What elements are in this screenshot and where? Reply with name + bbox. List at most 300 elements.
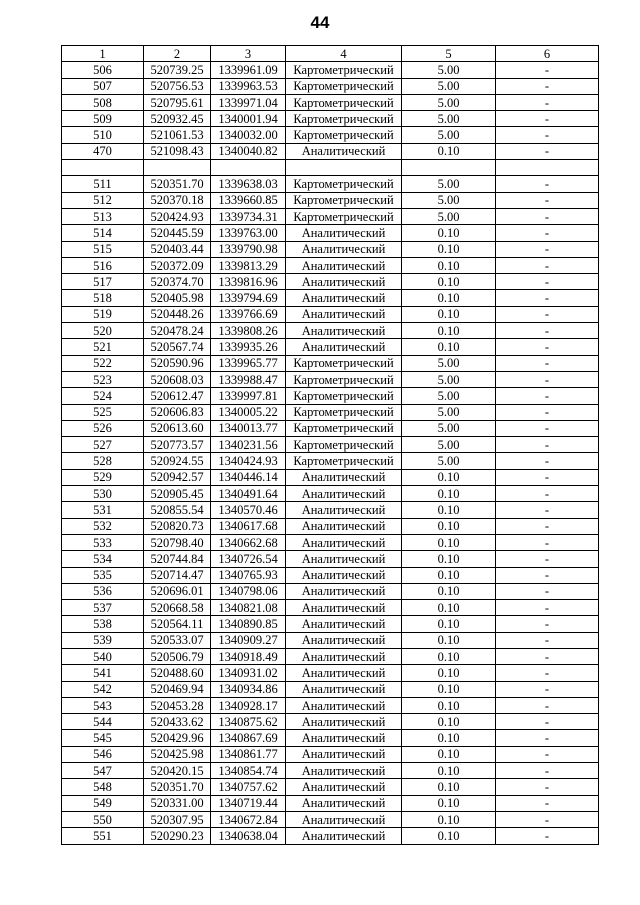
description-cell: - (496, 779, 599, 795)
y-coordinate-cell: 1339963.53 (211, 78, 286, 94)
accuracy-cell: 0.10 (402, 665, 496, 681)
accuracy-cell: 0.10 (402, 257, 496, 273)
y-coordinate-cell: 1339638.03 (211, 176, 286, 192)
description-cell: - (496, 828, 599, 844)
point-number-cell: 512 (62, 192, 144, 208)
x-coordinate-cell: 520612.47 (144, 388, 211, 404)
accuracy-cell: 0.10 (402, 583, 496, 599)
point-number-cell: 524 (62, 388, 144, 404)
method-cell: Картометрический (286, 420, 402, 436)
accuracy-cell: 0.10 (402, 648, 496, 664)
description-cell: - (496, 486, 599, 502)
y-coordinate-cell: 1340231.56 (211, 437, 286, 453)
table-row (62, 420, 599, 436)
y-coordinate-cell: 1339660.85 (211, 192, 286, 208)
y-coordinate-cell: 1340638.04 (211, 828, 286, 844)
accuracy-cell: 5.00 (402, 420, 496, 436)
description-cell: - (496, 62, 599, 78)
y-coordinate-cell: 1339808.26 (211, 323, 286, 339)
x-coordinate-cell: 520405.98 (144, 290, 211, 306)
point-number-cell: 513 (62, 208, 144, 224)
description-cell: - (496, 371, 599, 387)
x-coordinate-cell: 520453.28 (144, 697, 211, 713)
description-cell: - (496, 306, 599, 322)
accuracy-cell: 0.10 (402, 828, 496, 844)
accuracy-cell: 0.10 (402, 143, 496, 159)
method-cell: Аналитический (286, 697, 402, 713)
table-row (62, 290, 599, 306)
accuracy-cell: 5.00 (402, 371, 496, 387)
x-coordinate-cell: 520424.93 (144, 208, 211, 224)
table-row (62, 208, 599, 224)
point-number-cell: 523 (62, 371, 144, 387)
description-cell: - (496, 502, 599, 518)
point-number-cell: 533 (62, 534, 144, 550)
method-cell: Аналитический (286, 225, 402, 241)
header-row (62, 46, 599, 62)
method-cell (286, 160, 402, 176)
y-coordinate-cell: 1340005.22 (211, 404, 286, 420)
point-number-cell: 511 (62, 176, 144, 192)
description-cell: - (496, 811, 599, 827)
y-coordinate-cell: 1340757.62 (211, 779, 286, 795)
accuracy-cell: 5.00 (402, 388, 496, 404)
table-row (62, 404, 599, 420)
method-cell: Картометрический (286, 192, 402, 208)
description-cell: - (496, 404, 599, 420)
y-coordinate-cell: 1340821.08 (211, 600, 286, 616)
accuracy-cell: 5.00 (402, 62, 496, 78)
table-row (62, 469, 599, 485)
x-coordinate-cell: 520932.45 (144, 111, 211, 127)
y-coordinate-cell: 1339816.96 (211, 274, 286, 290)
table-row (62, 616, 599, 632)
y-coordinate-cell: 1340928.17 (211, 697, 286, 713)
accuracy-cell: 0.10 (402, 486, 496, 502)
y-coordinate-cell: 1339997.81 (211, 388, 286, 404)
table-row (62, 453, 599, 469)
x-coordinate-cell: 520478.24 (144, 323, 211, 339)
description-cell: - (496, 78, 599, 94)
description-cell: - (496, 616, 599, 632)
point-number-cell: 538 (62, 616, 144, 632)
x-coordinate-cell: 520855.54 (144, 502, 211, 518)
point-number-cell: 542 (62, 681, 144, 697)
method-cell: Аналитический (286, 616, 402, 632)
x-coordinate-cell: 520714.47 (144, 567, 211, 583)
table-row (62, 355, 599, 371)
accuracy-cell: 0.10 (402, 502, 496, 518)
method-cell: Картометрический (286, 208, 402, 224)
y-coordinate-cell: 1340798.06 (211, 583, 286, 599)
method-cell: Аналитический (286, 257, 402, 273)
table-row (62, 583, 599, 599)
accuracy-cell: 0.10 (402, 339, 496, 355)
point-number-cell: 532 (62, 518, 144, 534)
accuracy-cell (402, 160, 496, 176)
x-coordinate-cell: 521098.43 (144, 143, 211, 159)
point-number-cell: 544 (62, 714, 144, 730)
y-coordinate-cell: 1340719.44 (211, 795, 286, 811)
description-cell: - (496, 714, 599, 730)
point-number-cell: 522 (62, 355, 144, 371)
method-cell: Аналитический (286, 567, 402, 583)
point-number-cell: 530 (62, 486, 144, 502)
description-cell: - (496, 143, 599, 159)
method-cell: Картометрический (286, 94, 402, 110)
description-cell: - (496, 176, 599, 192)
accuracy-cell: 5.00 (402, 437, 496, 453)
point-number-cell: 534 (62, 551, 144, 567)
method-cell: Аналитический (286, 795, 402, 811)
description-cell: - (496, 697, 599, 713)
table-row (62, 94, 599, 110)
description-cell: - (496, 453, 599, 469)
point-number-cell (62, 160, 144, 176)
x-coordinate-cell: 520668.58 (144, 600, 211, 616)
accuracy-cell: 0.10 (402, 763, 496, 779)
table-row (62, 78, 599, 94)
method-cell: Аналитический (286, 746, 402, 762)
point-number-cell: 549 (62, 795, 144, 811)
method-cell: Аналитический (286, 486, 402, 502)
table-row (62, 323, 599, 339)
method-cell: Аналитический (286, 714, 402, 730)
description-cell: - (496, 763, 599, 779)
x-coordinate-cell: 520613.60 (144, 420, 211, 436)
table-row (62, 486, 599, 502)
y-coordinate-cell: 1340001.94 (211, 111, 286, 127)
column-header-5: 5 (402, 46, 496, 62)
y-coordinate-cell: 1340672.84 (211, 811, 286, 827)
x-coordinate-cell (144, 160, 211, 176)
table-row (62, 730, 599, 746)
point-number-cell: 551 (62, 828, 144, 844)
method-cell: Аналитический (286, 779, 402, 795)
accuracy-cell: 0.10 (402, 225, 496, 241)
y-coordinate-cell: 1340446.14 (211, 469, 286, 485)
table-row (62, 339, 599, 355)
accuracy-cell: 0.10 (402, 632, 496, 648)
x-coordinate-cell: 520820.73 (144, 518, 211, 534)
description-cell: - (496, 746, 599, 762)
accuracy-cell: 5.00 (402, 176, 496, 192)
table-row (62, 795, 599, 811)
table-row (62, 746, 599, 762)
x-coordinate-cell: 520351.70 (144, 779, 211, 795)
column-header-1: 1 (62, 46, 144, 62)
description-cell: - (496, 274, 599, 290)
description-cell: - (496, 192, 599, 208)
description-cell: - (496, 323, 599, 339)
y-coordinate-cell (211, 160, 286, 176)
table-body (62, 62, 599, 844)
point-number-cell: 529 (62, 469, 144, 485)
x-coordinate-cell: 520564.11 (144, 616, 211, 632)
table-row (62, 665, 599, 681)
x-coordinate-cell: 520606.83 (144, 404, 211, 420)
x-coordinate-cell: 520425.98 (144, 746, 211, 762)
point-number-cell: 539 (62, 632, 144, 648)
y-coordinate-cell: 1340726.54 (211, 551, 286, 567)
method-cell: Картометрический (286, 127, 402, 143)
description-cell: - (496, 583, 599, 599)
method-cell: Аналитический (286, 290, 402, 306)
description-cell: - (496, 730, 599, 746)
y-coordinate-cell: 1339766.69 (211, 306, 286, 322)
accuracy-cell: 0.10 (402, 714, 496, 730)
method-cell: Аналитический (286, 583, 402, 599)
y-coordinate-cell: 1340491.64 (211, 486, 286, 502)
table-row (62, 388, 599, 404)
table-row (62, 143, 599, 159)
point-number-cell: 515 (62, 241, 144, 257)
description-cell: - (496, 290, 599, 306)
point-number-cell: 526 (62, 420, 144, 436)
y-coordinate-cell: 1340765.93 (211, 567, 286, 583)
table-row (62, 632, 599, 648)
y-coordinate-cell: 1340909.27 (211, 632, 286, 648)
x-coordinate-cell: 520924.55 (144, 453, 211, 469)
x-coordinate-cell: 520567.74 (144, 339, 211, 355)
point-number-cell: 550 (62, 811, 144, 827)
accuracy-cell: 0.10 (402, 779, 496, 795)
method-cell: Картометрический (286, 78, 402, 94)
point-number-cell: 536 (62, 583, 144, 599)
y-coordinate-cell: 1340013.77 (211, 420, 286, 436)
description-cell (496, 160, 599, 176)
y-coordinate-cell: 1339971.04 (211, 94, 286, 110)
x-coordinate-cell: 520429.96 (144, 730, 211, 746)
x-coordinate-cell: 520307.95 (144, 811, 211, 827)
x-coordinate-cell: 520590.96 (144, 355, 211, 371)
x-coordinate-cell: 520696.01 (144, 583, 211, 599)
x-coordinate-cell: 520795.61 (144, 94, 211, 110)
x-coordinate-cell: 520374.70 (144, 274, 211, 290)
page-number: 44 (310, 13, 330, 32)
description-cell: - (496, 437, 599, 453)
point-number-cell: 516 (62, 257, 144, 273)
table-row (62, 551, 599, 567)
accuracy-cell: 0.10 (402, 274, 496, 290)
point-number-cell: 547 (62, 763, 144, 779)
accuracy-cell: 5.00 (402, 78, 496, 94)
method-cell: Аналитический (286, 469, 402, 485)
accuracy-cell: 5.00 (402, 192, 496, 208)
method-cell: Аналитический (286, 828, 402, 844)
method-cell: Аналитический (286, 681, 402, 697)
accuracy-cell: 0.10 (402, 697, 496, 713)
y-coordinate-cell: 1340931.02 (211, 665, 286, 681)
point-number-cell: 509 (62, 111, 144, 127)
x-coordinate-cell: 520488.60 (144, 665, 211, 681)
point-number-cell: 527 (62, 437, 144, 453)
description-cell: - (496, 795, 599, 811)
y-coordinate-cell: 1339965.77 (211, 355, 286, 371)
y-coordinate-cell: 1340617.68 (211, 518, 286, 534)
method-cell: Аналитический (286, 763, 402, 779)
point-number-cell: 525 (62, 404, 144, 420)
accuracy-cell: 5.00 (402, 127, 496, 143)
accuracy-cell: 0.10 (402, 290, 496, 306)
table-row (62, 127, 599, 143)
description-cell: - (496, 681, 599, 697)
point-number-cell: 535 (62, 567, 144, 583)
method-cell: Картометрический (286, 111, 402, 127)
point-number-cell: 545 (62, 730, 144, 746)
table-row (62, 600, 599, 616)
description-cell: - (496, 665, 599, 681)
y-coordinate-cell: 1339794.69 (211, 290, 286, 306)
accuracy-cell: 5.00 (402, 453, 496, 469)
table-row (62, 225, 599, 241)
accuracy-cell: 5.00 (402, 355, 496, 371)
y-coordinate-cell: 1340570.46 (211, 502, 286, 518)
method-cell: Аналитический (286, 274, 402, 290)
x-coordinate-cell: 520739.25 (144, 62, 211, 78)
description-cell: - (496, 567, 599, 583)
y-coordinate-cell: 1340934.86 (211, 681, 286, 697)
x-coordinate-cell: 520433.62 (144, 714, 211, 730)
description-cell: - (496, 534, 599, 550)
description-cell: - (496, 241, 599, 257)
description-cell: - (496, 257, 599, 273)
table-row (62, 502, 599, 518)
x-coordinate-cell: 520403.44 (144, 241, 211, 257)
description-cell: - (496, 518, 599, 534)
x-coordinate-cell: 520773.57 (144, 437, 211, 453)
method-cell: Аналитический (286, 632, 402, 648)
point-number-cell: 514 (62, 225, 144, 241)
table-row (62, 779, 599, 795)
x-coordinate-cell: 520608.03 (144, 371, 211, 387)
table-row (62, 534, 599, 550)
accuracy-cell: 0.10 (402, 518, 496, 534)
accuracy-cell: 0.10 (402, 795, 496, 811)
y-coordinate-cell: 1339813.29 (211, 257, 286, 273)
table-row (62, 828, 599, 844)
method-cell: Аналитический (286, 534, 402, 550)
table-row (62, 811, 599, 827)
point-number-cell: 506 (62, 62, 144, 78)
accuracy-cell: 5.00 (402, 404, 496, 420)
point-number-cell: 546 (62, 746, 144, 762)
method-cell: Аналитический (286, 306, 402, 322)
description-cell: - (496, 388, 599, 404)
table-row (62, 518, 599, 534)
x-coordinate-cell: 520351.70 (144, 176, 211, 192)
point-number-cell: 508 (62, 94, 144, 110)
point-number-cell: 543 (62, 697, 144, 713)
table-header (62, 46, 599, 62)
point-number-cell: 510 (62, 127, 144, 143)
table-row (62, 257, 599, 273)
y-coordinate-cell: 1340861.77 (211, 746, 286, 762)
y-coordinate-cell: 1339763.00 (211, 225, 286, 241)
method-cell: Аналитический (286, 323, 402, 339)
method-cell: Картометрический (286, 176, 402, 192)
point-number-cell: 528 (62, 453, 144, 469)
x-coordinate-cell: 520744.84 (144, 551, 211, 567)
table-row (62, 62, 599, 78)
accuracy-cell: 0.10 (402, 730, 496, 746)
point-number-cell: 518 (62, 290, 144, 306)
description-cell: - (496, 648, 599, 664)
method-cell: Аналитический (286, 811, 402, 827)
x-coordinate-cell: 520756.53 (144, 78, 211, 94)
x-coordinate-cell: 521061.53 (144, 127, 211, 143)
accuracy-cell: 0.10 (402, 567, 496, 583)
point-number-cell: 517 (62, 274, 144, 290)
y-coordinate-cell: 1340875.62 (211, 714, 286, 730)
point-number-cell: 537 (62, 600, 144, 616)
y-coordinate-cell: 1339988.47 (211, 371, 286, 387)
y-coordinate-cell: 1340918.49 (211, 648, 286, 664)
point-number-cell: 548 (62, 779, 144, 795)
description-cell: - (496, 208, 599, 224)
column-header-6: 6 (496, 46, 599, 62)
method-cell: Картометрический (286, 62, 402, 78)
column-header-3: 3 (211, 46, 286, 62)
method-cell: Аналитический (286, 665, 402, 681)
y-coordinate-cell: 1340424.93 (211, 453, 286, 469)
accuracy-cell: 0.10 (402, 469, 496, 485)
accuracy-cell: 0.10 (402, 600, 496, 616)
table-row (62, 111, 599, 127)
accuracy-cell: 0.10 (402, 241, 496, 257)
description-cell: - (496, 632, 599, 648)
y-coordinate-cell: 1339935.26 (211, 339, 286, 355)
point-number-cell: 521 (62, 339, 144, 355)
description-cell: - (496, 94, 599, 110)
method-cell: Аналитический (286, 551, 402, 567)
x-coordinate-cell: 520420.15 (144, 763, 211, 779)
accuracy-cell: 0.10 (402, 746, 496, 762)
description-cell: - (496, 551, 599, 567)
table-row (62, 567, 599, 583)
accuracy-cell: 5.00 (402, 208, 496, 224)
y-coordinate-cell: 1340890.85 (211, 616, 286, 632)
y-coordinate-cell: 1339734.31 (211, 208, 286, 224)
point-number-cell: 541 (62, 665, 144, 681)
x-coordinate-cell: 520331.00 (144, 795, 211, 811)
y-coordinate-cell: 1340854.74 (211, 763, 286, 779)
x-coordinate-cell: 520445.59 (144, 225, 211, 241)
description-cell: - (496, 420, 599, 436)
accuracy-cell: 0.10 (402, 811, 496, 827)
accuracy-cell: 0.10 (402, 323, 496, 339)
accuracy-cell: 0.10 (402, 616, 496, 632)
method-cell: Аналитический (286, 143, 402, 159)
point-number-cell: 519 (62, 306, 144, 322)
method-cell: Картометрический (286, 453, 402, 469)
table-row (62, 306, 599, 322)
table-row (62, 371, 599, 387)
y-coordinate-cell: 1340040.82 (211, 143, 286, 159)
point-number-cell: 531 (62, 502, 144, 518)
method-cell: Аналитический (286, 339, 402, 355)
table-row (62, 160, 599, 176)
table-row (62, 763, 599, 779)
y-coordinate-cell: 1339790.98 (211, 241, 286, 257)
description-cell: - (496, 339, 599, 355)
table-row (62, 437, 599, 453)
accuracy-cell: 0.10 (402, 681, 496, 697)
column-header-4: 4 (286, 46, 402, 62)
method-cell: Картометрический (286, 404, 402, 420)
y-coordinate-cell: 1339961.09 (211, 62, 286, 78)
point-number-cell: 520 (62, 323, 144, 339)
